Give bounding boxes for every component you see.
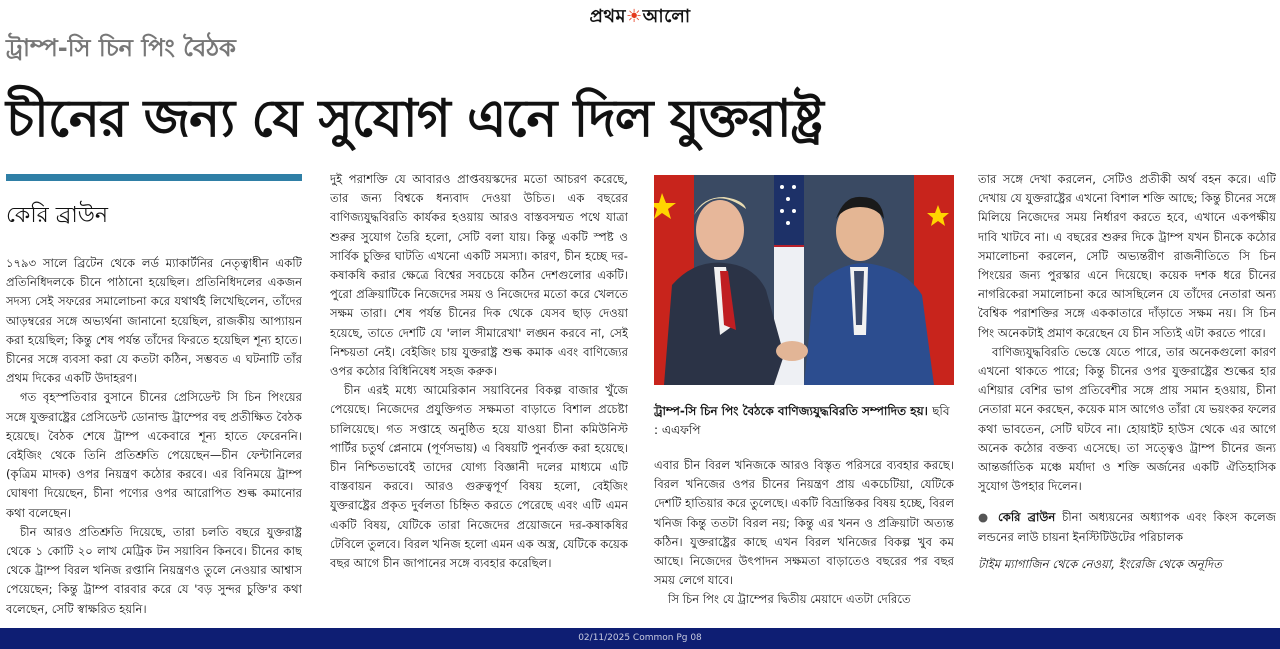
kicker: ট্রাম্প-সি চিন পিং বৈঠক <box>6 34 236 62</box>
paragraph: তার সঙ্গে দেখা করলেন, সেটিও প্রতীকী অর্থ বহন করে। এটি দেখায় যে যুক্তরাষ্ট্রের এখনো বিশাল শক্তি আছে; কিন্তু চীনের সঙ্গে মিলিয়ে নিজেদের সময় নির্ধারণ করতে হবে, এখানে একপক্ষীয় দাবি খাটবে না। এ বছরের শুরুর দিকে ট্রাম্প যখন চীনকে কঠোর সমালোচনা করলেন, সেটি অভ্যন্তরীণ রাজনীতিতে সি চিন পিংয়ের জন্য পুরস্কার এনে দিয়েছে। কয়েক দশক ধরে চীনের নাগরিকেরা সমালোচনা করে আসছিলেন যে তাঁদের নেতারা অন্য বৈশ্বিক পরাশক্তির সঙ্গে এককাতারে দাঁড়াতে সক্ষম নয়। সি চিন পিং অনেকটাই প্রমাণ করেছেন যে চীন সত্যিই এটা করতে পারে। <box>978 172 1276 340</box>
byline: কেরি ব্রাউন <box>6 203 109 228</box>
masthead-logo: প্রথম☀আলো <box>589 6 691 27</box>
paragraph: গত বৃহস্পতিবার বুসানে চীনের প্রেসিডেন্ট সি চিন পিংয়ের সঙ্গে যুক্তরাষ্ট্রের প্রেসিডেন্ট ডোনাল্ড ট্রাম্পের বহু প্রতীক্ষিত বৈঠক হয়েছে। বৈঠক শেষে ট্রাম্প একেবারে শূন্য হাতে ফেরেননি। বেইজিং থেকে তিনি প্রতিশ্রুতি পেয়েছেন—চীন ফেন্টানিলের (কৃত্রিম মাদক) ওপর নিয়ন্ত্রণ কঠোর করবে। এর বিনিময়ে ট্রাম্প ঘোষণা দিয়েছেন, চীনা পণ্যের ওপর আরোপিত শুল্ক কমানোর কথা বলেছেন। <box>6 390 302 520</box>
article-column-2 <box>330 170 628 626</box>
paragraph: সি চিন পিং যে ট্রাম্পের দ্বিতীয় মেয়াদে এতটা দেরিতে <box>668 592 911 607</box>
byline-rule <box>6 174 302 181</box>
paragraph: এবার চীন বিরল খনিজকে আরও বিস্তৃত পরিসরে ব্যবহার করছে। বিরল খনিজের ওপর চীনের নিয়ন্ত্রণ প্রায় একচেটিয়া, যেটিকে দেশটি হাতিয়ার করে তুলেছে। একটি বিভ্রান্তিকর বিষয় হচ্ছে, বিরল খনিজ কিন্তু ততটা বিরল নয়; কিন্তু এর খনন ও প্রক্রিয়াটা অত্যন্ত কঠিন। যুক্তরাষ্ট্রের কাছে এখন বিরল খনিজের বিকল্প খুব কম আছে। নিজেদের উৎপাদন সক্ষমতা বাড়াতেও বছরের পর বছর সময় লেগে যাবে। <box>654 458 954 588</box>
author-name: কেরি ব্রাউন <box>998 510 1056 525</box>
source-note: টাইম ম্যাগাজিন থেকে নেওয়া, ইংরেজি থেকে অনূদিত <box>978 556 1222 571</box>
paragraph: চীন আরও প্রতিশ্রুতি দিয়েছে, তারা চলতি বছরে যুক্তরাষ্ট্র থেকে ১ কোটি ২০ লাখ মেট্রিক টন সয়াবিন কিনবে। চীনের কাছ থেকে ট্রাম্প বিরল খনিজ রপ্তানি নিয়ন্ত্রণও তুলে নেওয়ার আশ্বাস পেয়েছেন; কিন্তু ট্রাম্প বারবার করে যে 'বড় সুন্দর চুক্তি'র কথা বলেছেন, সেটি স্বাক্ষরিত হয়নি। <box>6 524 302 616</box>
article-column-1 <box>6 254 302 626</box>
caption-text: ট্রাম্প-সি চিন পিং বৈঠকে বাণিজ্যযুদ্ধবিরতি সম্পাদিত হয়। <box>654 404 928 418</box>
paragraph: ১৭৯৩ সালে ব্রিটেন থেকে লর্ড ম্যাকার্টনির নেতৃত্বাধীন একটি প্রতিনিধিদলকে চীনে পাঠানো হয়েছিল। প্রতিনিধিদলের একজন সদস্য সেই সফরের সমালোচনা করে যথার্থই লিখেছিলেন, তাঁদের আড়ম্বরের সঙ্গে অভ্যর্থনা জানানো হয়েছিল, রাজকীয় আপ্যায়ন করা হয়েছিল; কিন্তু শেষ পর্যন্ত তাঁদের ফিরতে হয়েছিল শূন্য হাতে। চীনের সঙ্গে ব্যবসা করা যে কতটা কঠিন, সম্ভবত এ ঘটনাটি তাঁর প্রথম দিকের একটি উদাহরণ। <box>6 256 302 386</box>
article-column-3 <box>654 456 954 626</box>
headline: চীনের জন্য যে সুযোগ এনে দিল যুক্তরাষ্ট্র <box>6 89 823 149</box>
author-description: চীনা অধ্যয়নের অধ্যাপক এবং কিংস কলেজ লন্ডনের লাউ চায়না ইনস্টিটিউটের পরিচালক <box>978 510 1276 544</box>
sun-logo-icon: ☀ <box>626 6 643 27</box>
page-footer: 02/11/2025 Common Pg 08 <box>0 628 1280 649</box>
paragraph: দুই পরাশক্তি যে আবারও প্রাপ্তবয়স্কদের মতো আচরণ করেছে, তার জন্য বিশ্বকে ধন্যবাদ দেওয়া উচিত। এক বছরের বাণিজ্যযুদ্ধবিরতি কার্যকর হওয়ায় আরও বাস্তবসম্মত পথে যাত্রা শুরুর সুযোগ তৈরি হলো, সেটি বলা যায়। কিন্তু একটি স্পষ্ট ও সার্বিক চুক্তির ঘাটতি এখনো একটি সমস্যা। কারণ, চীন হচ্ছে দর-কষাকষি করার ক্ষেত্রে বিশ্বের সবচেয়ে কঠিন দেশগুলোর একটি। পুরো প্রক্রিয়াটিকে নিজেদের সময় ও নিজেদের মতো করে খেলতে সক্ষম তারা। শেষ পর্যন্ত চীনের দিক থেকে যেসব ছাড় দেওয়া হয়েছে, তাতে দেশটি যে 'লাল সীমারেখা' লঙ্ঘন করবে না, সেই নিশ্চয়তা নেই। বেইজিং চায় যুক্তরাষ্ট্র শুল্ক কমাক এবং বাণিজ্যের ওপর কঠোর বিধিনিষেধ সহজ করুক। <box>330 172 628 379</box>
handshake-photo <box>654 175 954 385</box>
photo-caption <box>654 402 954 440</box>
author-note <box>978 508 1276 546</box>
paragraph: বাণিজ্যযুদ্ধবিরতি ভেস্তে যেতে পারে, তার অনেকগুলো কারণ এখনো থাকতে পারে; কিন্তু চীনের ওপর যুক্তরাষ্ট্রের শুল্কের হার এশিয়ার বেশির ভাগ প্রতিবেশীর সঙ্গে প্রায় সমান হওয়ায়, চীনা নেতারা মনে করছেন, কয়েক মাস আগেও তাঁরা যে ভয়ংকর ফলের কথা ভাবতেন, সেটি ঘটবে না। হোয়াইট হাউস থেকে এর আগে অনেক কঠোর বক্তব্য এসেছে। তা সত্ত্বেও ট্রাম্প চীনের জন্য আন্তর্জাতিক মঞ্চে মর্যাদা ও শক্তি অর্জনের একটি ঐতিহাসিক সুযোগ উপহার দিলেন। <box>978 344 1276 494</box>
bullet-icon: ● <box>978 510 992 525</box>
photo-credit: ছবি : এএফপি <box>654 404 950 437</box>
paragraph: চীন এরই মধ্যে আমেরিকান সয়াবিনের বিকল্প বাজার খুঁজে পেয়েছে। নিজেদের প্রযুক্তিগত সক্ষমতা বাড়াতে বিশাল প্রচেষ্টা চালিয়েছে। গত সপ্তাহে অনুষ্ঠিত হয়ে যাওয়া চীনা কমিউনিস্ট পার্টির চতুর্থ প্লেনামে (পূর্ণসভায়) এ বিষয়টি পুনর্ব্যক্ত করা হয়েছে। চীন নিশ্চিতভাবেই তাদের যোগ্য বিজ্ঞানী দলের মাধ্যমে এটি বাস্তবায়ন করবে। আরও গুরুত্বপূর্ণ বিষয় হলো, বেইজিং যুক্তরাষ্ট্রের প্রকৃত দুর্বলতা চিহ্নিত করতে পেরেছে এবং এটি এমন একটি বিষয়, যেটিকে তারা নিজেদের প্রয়োজনে দর-কষাকষির টেবিলে তুলবে। বিরল খনিজ হলো এমন এক অস্ত্র, যেটিকে কয়েক বছর আগে চীন জাপানের সঙ্গে ব্যবহার করেছিল। <box>330 383 628 571</box>
article-column-4 <box>978 170 1276 626</box>
